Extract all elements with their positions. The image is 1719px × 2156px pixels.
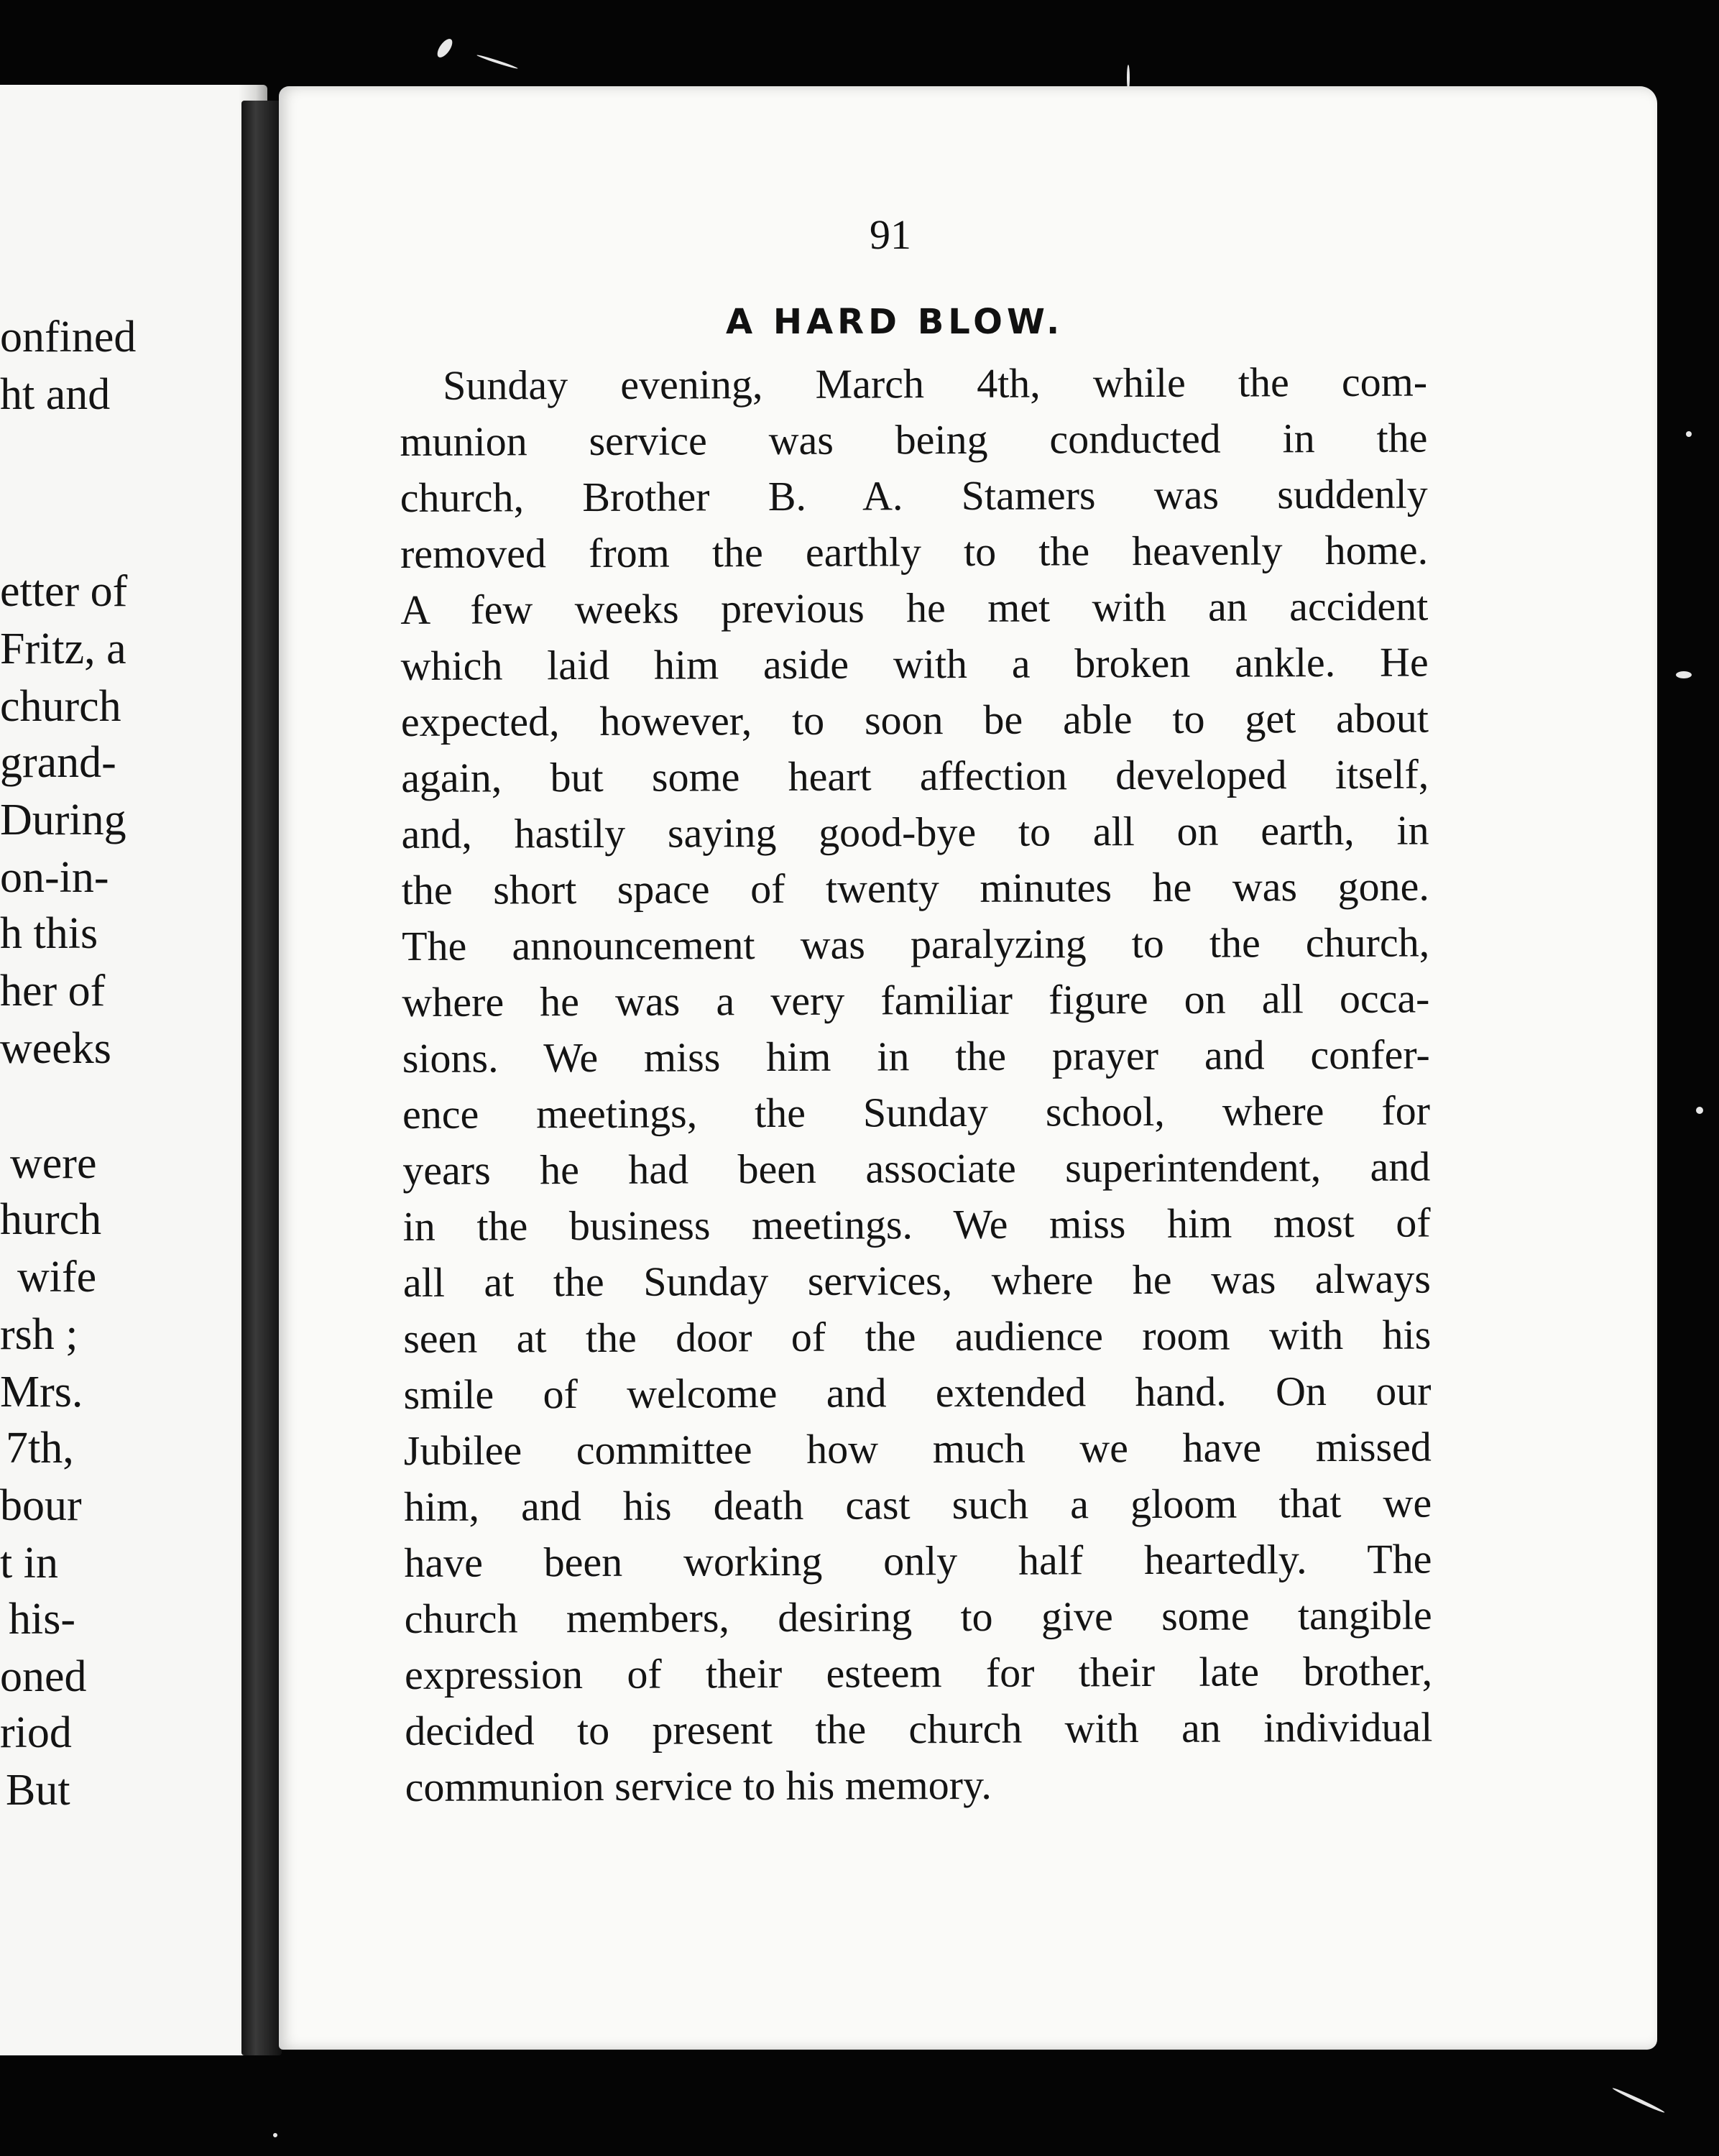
body-text-line: seen at the door of the audience room with his: [403, 1311, 1432, 1362]
body-text-line: The announcement was paralyzing to the church,: [402, 918, 1430, 969]
body-text-line: again, but some heart affection developed itself,: [401, 750, 1429, 801]
left-page-line: etter of: [0, 567, 128, 616]
body-text-line: munion service was being conducted in the: [400, 414, 1428, 465]
body-text-line: expected, however, to soon be able to get about: [400, 694, 1429, 745]
left-page-line: onfined: [0, 313, 137, 361]
body-text-line: the short space of twenty minutes he was gone.: [401, 862, 1429, 913]
left-page-line: h this: [0, 909, 98, 958]
scan-dust: [1686, 431, 1692, 437]
body-text-line: expression of their esteem for their late brother,: [404, 1647, 1433, 1698]
left-page-line: riod: [0, 1708, 72, 1757]
body-text: [400, 354, 1433, 1815]
chapter-title: A HARD BLOW.: [726, 302, 1064, 342]
page-number: 91: [870, 211, 911, 258]
left-page-line: weeks: [0, 1024, 111, 1073]
left-page-line: But: [6, 1766, 70, 1815]
left-page-line: her of: [0, 967, 106, 1015]
left-page-line: oned: [0, 1652, 87, 1701]
body-text-line: church members, desiring to give some tangible: [404, 1591, 1432, 1642]
left-page-line: Mrs.: [0, 1368, 83, 1416]
body-text-line: smile of welcome and extended hand. On our: [403, 1367, 1432, 1418]
body-text-line: have been working only half heartedly. The: [404, 1535, 1432, 1586]
scan-dust: [1676, 671, 1692, 678]
body-text-line: decided to present the church with an individual: [405, 1703, 1433, 1754]
book-spine: [241, 101, 282, 2055]
body-text-line: all at the Sunday services, where he was always: [402, 1255, 1432, 1306]
scan-dust: [1612, 2086, 1666, 2114]
body-text-line: where he was a very familiar figure on all occa-: [402, 975, 1430, 1026]
body-text-line: communion service to his memory.: [405, 1761, 992, 1810]
left-page-line: 7th,: [6, 1424, 74, 1473]
scan-dust: [435, 37, 456, 60]
body-text-line: Jubilee committee how much we have missed: [403, 1423, 1432, 1474]
left-page-line: bour: [0, 1481, 82, 1530]
body-text-line: ence meetings, the Sunday school, where for: [402, 1087, 1431, 1138]
left-facing-page: [0, 85, 267, 2055]
left-page-line: hurch: [0, 1195, 102, 1244]
body-text-line: A few weeks previous he met with an accident: [400, 582, 1429, 633]
left-page-line: church: [0, 682, 121, 731]
left-page-line: rsh ;: [0, 1310, 78, 1359]
scan-dust: [273, 2133, 277, 2137]
scan-dust: [1696, 1107, 1703, 1114]
left-page-line: on-in-: [0, 853, 109, 902]
body-text-line: him, and his death cast such a gloom that we: [404, 1479, 1432, 1530]
left-page-line: his-: [9, 1595, 75, 1644]
left-page-line: grand-: [0, 738, 116, 787]
body-text-line: removed from the earthly to the heavenly home.: [400, 526, 1429, 577]
body-text-line: Sunday evening, March 4th, while the com-: [443, 358, 1428, 409]
body-text-line: in the business meetings. We miss him most of: [402, 1199, 1431, 1250]
body-text-line: sions. We miss him in the prayer and confer-: [402, 1031, 1430, 1082]
left-page-line: t in: [0, 1539, 58, 1588]
left-page-line: Fritz, a: [0, 625, 126, 673]
scan-dust: [476, 54, 518, 70]
left-page-line: were: [10, 1139, 97, 1188]
left-page-line: During: [0, 796, 126, 844]
body-text-line: which laid him aside with a broken ankle. He: [400, 638, 1429, 689]
left-page-line: wife: [17, 1253, 97, 1302]
left-page-line: ht and: [0, 370, 111, 419]
body-text-line: years he had been associate superintendent, and: [402, 1143, 1431, 1194]
body-text-line: church, Brother B. A. Stamers was suddenly: [400, 470, 1428, 521]
body-text-line: and, hastily saying good-bye to all on earth, in: [401, 806, 1429, 857]
